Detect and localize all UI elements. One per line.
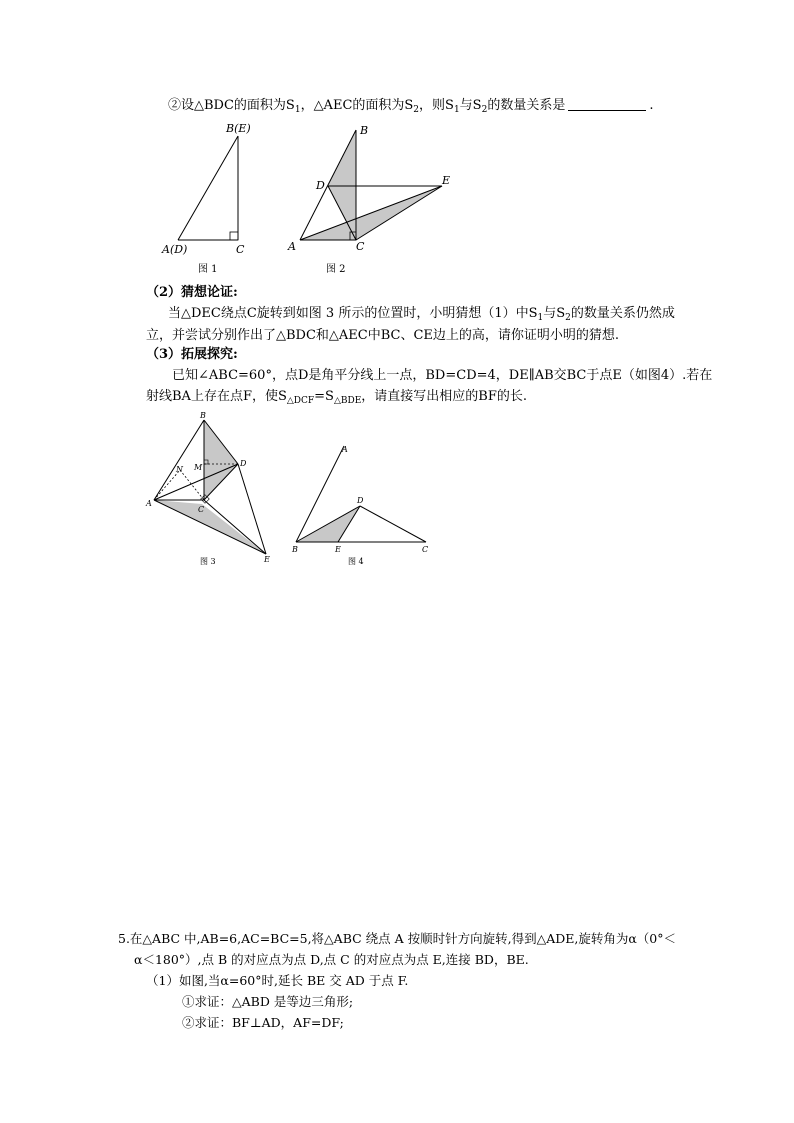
answer-blank[interactable] bbox=[568, 97, 646, 111]
label-A: A bbox=[342, 445, 348, 454]
text-segment: . bbox=[649, 98, 654, 113]
label-D: D bbox=[240, 459, 247, 468]
text-segment: 的数量关系仍然成 bbox=[570, 306, 675, 321]
label-C: C bbox=[198, 505, 205, 514]
subscript: 1 bbox=[453, 105, 460, 115]
label-A: A(D) bbox=[162, 243, 188, 256]
label-E: E bbox=[442, 174, 451, 187]
subscript: △BDE bbox=[333, 396, 362, 406]
figure-3 bbox=[140, 408, 290, 573]
text-segment: 与S bbox=[459, 98, 482, 113]
figure-4 bbox=[286, 436, 436, 571]
label-A: A bbox=[288, 240, 296, 253]
q5-line5: ②求证：BF⊥AD，AF=DF; bbox=[182, 1015, 344, 1030]
label-E: E bbox=[335, 545, 341, 554]
text-segment: ，△AEC的面积为S bbox=[300, 98, 414, 113]
subscript: 2 bbox=[481, 105, 488, 115]
text-segment: ②设△BDC的面积为S bbox=[168, 98, 295, 113]
figure-3-caption: 图 3 bbox=[200, 557, 216, 566]
label-C: C bbox=[236, 243, 245, 256]
label-B: B bbox=[200, 411, 206, 420]
part3-text-line1: 已知∠ABC=60°，点D是角平分线上一点，BD=CD=4，DE∥AB交BC于点E（如图4）.若在 bbox=[172, 368, 713, 383]
q5-line1: 5.在△ABC 中,AB=6,AC=BC=5,将△ABC 绕点 A 按顺时针方向旋转,得到△ADE,旋转角为α（0°＜ bbox=[118, 931, 677, 946]
q4-part1-item2 bbox=[168, 97, 653, 119]
part3-text-line2 bbox=[146, 388, 527, 410]
subscript: △DCF bbox=[286, 396, 315, 406]
q5-line2: α＜180°）,点 B 的对应点为点 D,点 C 的对应点为点 E,连接 BD，BE. bbox=[134, 952, 529, 967]
label-N: N bbox=[176, 465, 183, 474]
label-C: C bbox=[356, 240, 365, 253]
figure-2-caption: 图 2 bbox=[326, 264, 346, 275]
label-D: D bbox=[316, 179, 325, 192]
label-A: A bbox=[146, 499, 152, 508]
label-B: B bbox=[292, 545, 298, 554]
part3-heading: （3）拓展探究: bbox=[146, 347, 238, 362]
subscript: 2 bbox=[413, 105, 420, 115]
part2-text-line2: 立，并尝试分别作出了△BDC和△AEC中BC、CE边上的高，请你证明小明的猜想. bbox=[146, 328, 620, 343]
label-C: C bbox=[422, 545, 429, 554]
figure-4-caption: 图 4 bbox=[348, 557, 364, 566]
label-B: B bbox=[360, 124, 369, 137]
text-segment: ，请直接写出相应的BF的长. bbox=[361, 389, 528, 404]
figure-1 bbox=[150, 118, 270, 278]
label-M: M bbox=[194, 463, 203, 472]
subscript: 1 bbox=[537, 313, 544, 323]
part2-heading: （2）猜想论证: bbox=[146, 285, 238, 300]
text-segment: 射线BA上存在点F，使S bbox=[146, 389, 287, 404]
subscript: 1 bbox=[294, 105, 301, 115]
figure-2 bbox=[282, 118, 462, 278]
figure-1-caption: 图 1 bbox=[198, 264, 218, 275]
text-segment: 的数量关系是 bbox=[487, 98, 566, 113]
q5-line3: （1）如图,当α=60°时,延长 BE 交 AD 于点 F. bbox=[146, 973, 409, 988]
part2-text-line1 bbox=[168, 305, 675, 327]
label-E: E bbox=[264, 555, 270, 564]
text-segment: =S bbox=[314, 389, 334, 404]
label-B: B(E) bbox=[226, 122, 251, 135]
label-D: D bbox=[357, 496, 364, 505]
q5-line4: ①求证：△ABD 是等边三角形; bbox=[182, 994, 354, 1009]
text-segment: ，则S bbox=[419, 98, 454, 113]
text-segment: 与S bbox=[543, 306, 566, 321]
text-segment: 当△DEC绕点C旋转到如图 3 所示的位置时，小明猜想（1）中S bbox=[168, 306, 538, 321]
subscript: 2 bbox=[565, 313, 571, 323]
